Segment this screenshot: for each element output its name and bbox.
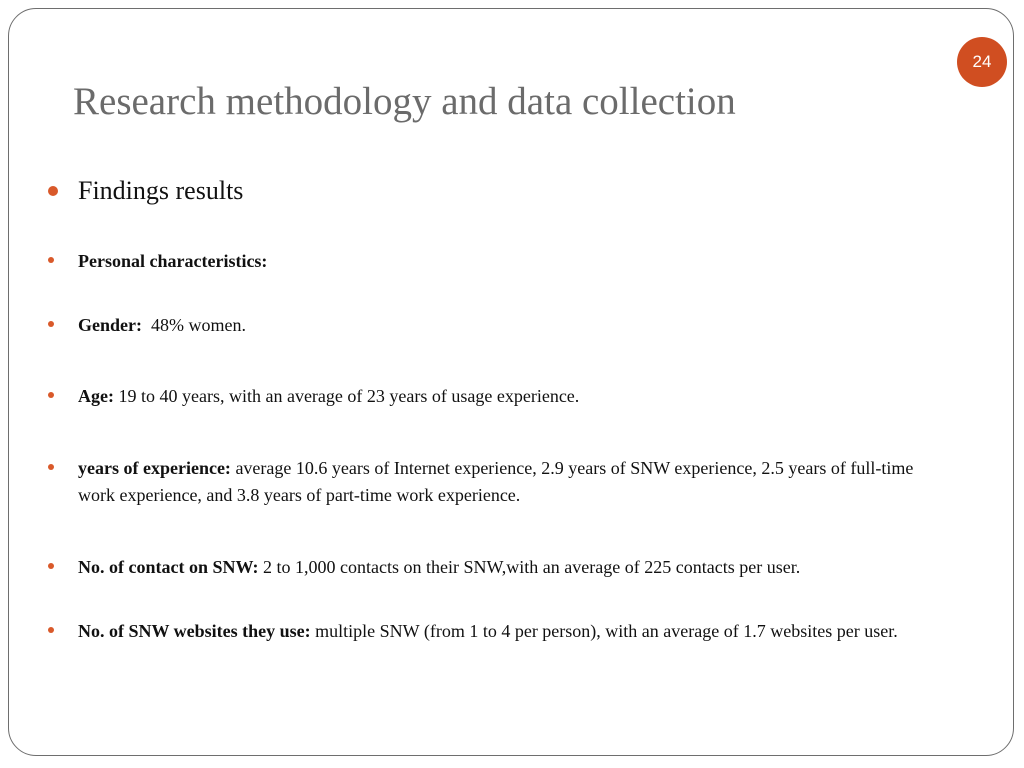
bullet-label: Personal characteristics: [78, 251, 268, 271]
bullet-dot-icon [48, 321, 54, 327]
bullet-dot-icon [48, 464, 54, 470]
bullet-dot-icon [48, 392, 54, 398]
bullet-label: years of experience: [78, 458, 231, 478]
bullet-dot-icon [48, 257, 54, 263]
bullet-text [78, 383, 928, 410]
bullet-body: Findings results [78, 176, 244, 205]
bullet-text [78, 554, 928, 581]
bullet-label: Gender: [78, 315, 142, 335]
bullet-text [78, 176, 928, 206]
bullet-body: 48% women. [146, 315, 246, 335]
bullet-body: 19 to 40 years, with an average of 23 years of usage experience. [118, 386, 580, 406]
page-number-badge: 24 [957, 37, 1007, 87]
bullet-text [78, 312, 928, 339]
bullet-label: Age: [78, 386, 114, 406]
bullet-label: No. of SNW websites they use: [78, 621, 311, 641]
bullet-body: 2 to 1,000 contacts on their SNW,with an average of 225 contacts per user. [263, 557, 801, 577]
slide-title: Research methodology and data collection [73, 80, 736, 123]
bullet-text [78, 248, 928, 275]
bullet-text [78, 455, 928, 509]
bullet-dot-icon [48, 186, 58, 196]
bullet-body: multiple SNW (from 1 to 4 per person), with an average of 1.7 websites per user. [315, 621, 898, 641]
bullet-body: average 10.6 years of Internet experience, 2.9 years of SNW experience, 2.5 years of full-time work experience, and 3.8 years of part-time work experience. [78, 458, 914, 505]
bullet-dot-icon [48, 627, 54, 633]
bullet-dot-icon [48, 563, 54, 569]
bullet-label: No. of contact on SNW: [78, 557, 259, 577]
bullet-text [78, 618, 928, 645]
